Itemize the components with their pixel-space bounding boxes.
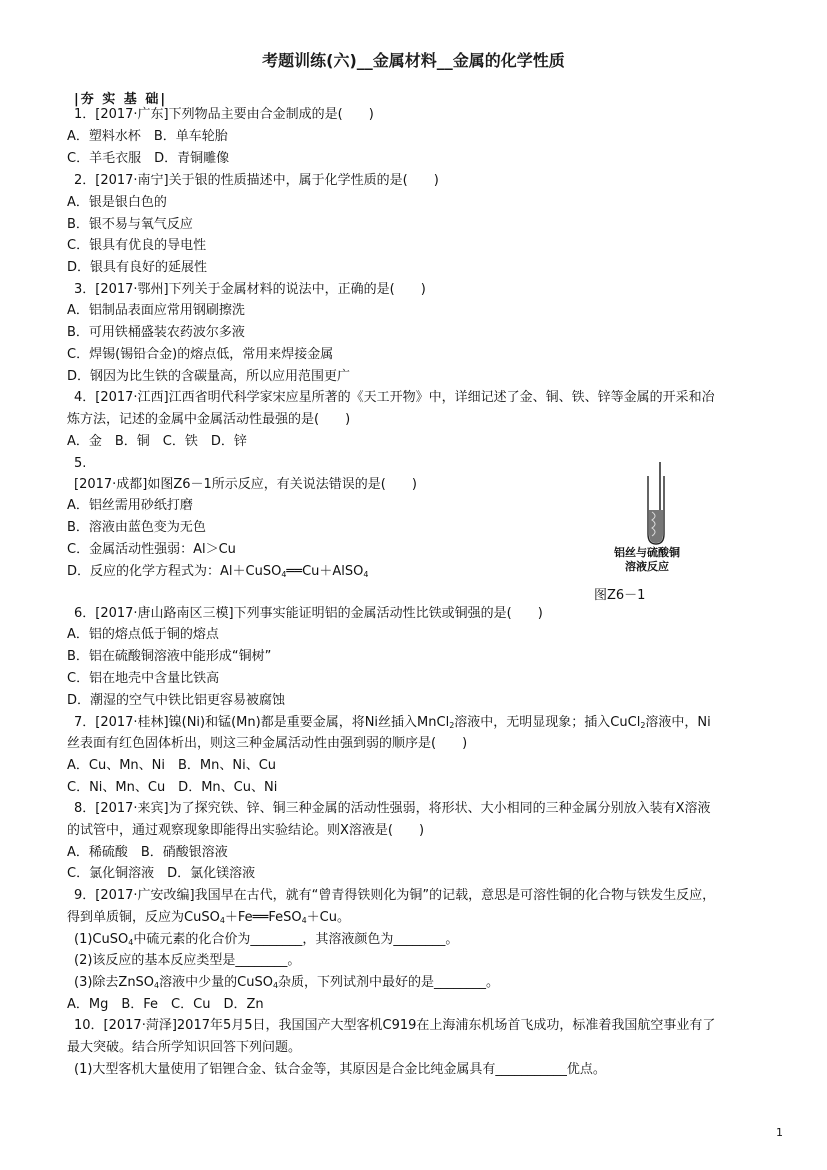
- test-tube-icon: [600, 458, 720, 548]
- question-5-number: 5.: [74, 456, 87, 471]
- question-9: 9．[2017·广安改编]我国早在古代，就有“曾青得铁则化为铜”的记载，意思是可溶性铜的化合物与铁发生反应，: [74, 888, 716, 903]
- question-1: 1．[2017·广东]下列物品主要由合金制成的是( ): [74, 107, 374, 122]
- q9-part-2: (2)该反应的基本反应类型是________。: [74, 953, 301, 968]
- page-number: 1: [776, 1126, 783, 1139]
- question-5: [2017·成都]如图Z6－1所示反应，有关说法错误的是( ): [74, 477, 417, 492]
- question-8-continued: 的试管中，通过观察现象即能得出实验结论。则X溶液是( ): [67, 823, 425, 838]
- q3-option-c: C．焊锡(锡铅合金)的熔点低，常用来焊接金属: [67, 347, 334, 362]
- q1-options-cd: C．羊毛衣服 D．青铜雕像: [67, 151, 230, 166]
- q3-option-b: B．可用铁桶盛装农药波尔多液: [67, 325, 245, 340]
- question-8: 8．[2017·来宾]为了探究铁、锌、铜三种金属的活动性强弱，将形状、大小相同的三种金属分别放入装有X溶液: [74, 801, 711, 816]
- q5-option-d: D．反应的化学方程式为：Al＋CuSO$_4$══Cu＋AlSO$_4$: [67, 564, 369, 579]
- question-4: 4．[2017·江西]江西省明代科学家宋应星所著的《天工开物》中，详细记述了金、铜、铁、锌等金属的开采和冶: [74, 390, 715, 405]
- q6-option-a: A．铝的熔点低于铜的熔点: [67, 627, 219, 642]
- question-2: 2．[2017·南宁]关于银的性质描述中，属于化学性质的是( ): [74, 173, 439, 188]
- figure-caption: 铝丝与硫酸铜 溶液反应: [614, 546, 680, 573]
- q5-option-a: A．铝丝需用砂纸打磨: [67, 498, 193, 513]
- q2-option-d: D．银具有良好的延展性: [67, 260, 208, 275]
- q9-part-3: (3)除去ZnSO$_4$溶液中少量的CuSO$_4$杂质，下列试剂中最好的是________。: [74, 975, 500, 990]
- question-6: 6．[2017·唐山路南区三模]下列事实能证明铝的金属活动性比铁或铜强的是( ): [74, 606, 543, 621]
- q3-option-a: A．铝制品表面应常用钢刷擦洗: [67, 303, 245, 318]
- q2-option-c: C．银具有优良的导电性: [67, 238, 207, 253]
- question-3: 3．[2017·鄂州]下列关于金属材料的说法中，正确的是( ): [74, 282, 426, 297]
- q2-option-a: A．银是银白色的: [67, 195, 167, 210]
- q6-option-d: D．潮湿的空气中铁比铝更容易被腐蚀: [67, 693, 286, 708]
- q4-options: A．金 B．铜 C．铁 D．锌: [67, 434, 247, 449]
- q6-option-c: C．铝在地壳中含量比铁高: [67, 671, 220, 686]
- question-7-continued: 丝表面有红色固体析出，则这三种金属活动性由强到弱的顺序是( ): [67, 736, 468, 751]
- question-9-continued: 得到单质铜，反应为CuSO$_4$＋Fe══FeSO$_4$＋Cu。: [67, 910, 350, 925]
- q1-options-ab: A．塑料水杯 B．单车轮胎: [67, 129, 228, 144]
- question-10: 10．[2017·菏泽]2017年5月5日，我国国产大型客机C919在上海浦东机场首飞成功，标准着我国航空事业有了: [74, 1018, 716, 1033]
- q8-options-ab: A．稀硫酸 B．硝酸银溶液: [67, 845, 228, 860]
- question-10-continued: 最大突破。结合所学知识回答下列问题。: [67, 1040, 302, 1055]
- question-4-continued: 炼方法，记述的金属中金属活动性最强的是( ): [67, 412, 351, 427]
- q9-part-1: (1)CuSO$_4$中硫元素的化合价为________，其溶液颜色为________。: [74, 932, 459, 947]
- q10-part-1: (1)大型客机大量使用了铝锂合金、钛合金等，其原因是合金比纯金属具有___________优点。: [74, 1062, 606, 1077]
- q6-option-b: B．铝在硫酸铜溶液中能形成“铜树”: [67, 649, 272, 664]
- page-title: 考题训练(六)__金属材料__金属的化学性质: [262, 51, 565, 70]
- figure-label: 图Z6－1: [594, 588, 646, 603]
- q5-option-c: C．金属活动性强弱：Al＞Cu: [67, 542, 236, 557]
- question-7: 7．[2017·桂林]镍(Ni)和锰(Mn)都是重要金属，将Ni丝插入MnCl$_2$溶液中，无明显现象；插入CuCl$_2$溶液中，Ni: [74, 715, 711, 730]
- q8-options-cd: C．氯化铜溶液 D．氯化镁溶液: [67, 866, 256, 881]
- section-heading: |夯 实 基 础|: [74, 92, 168, 107]
- q7-options-ab: A．Cu、Mn、Ni B．Mn、Ni、Cu: [67, 758, 277, 773]
- q7-options-cd: C．Ni、Mn、Cu D．Mn、Cu、Ni: [67, 780, 278, 795]
- q3-option-d: D．钢因为比生铁的含碳量高，所以应用范围更广: [67, 369, 351, 384]
- q5-option-b: B．溶液由蓝色变为无色: [67, 520, 206, 535]
- q2-option-b: B．银不易与氧气反应: [67, 217, 193, 232]
- q9-options: A．Mg B．Fe C．Cu D．Zn: [67, 997, 264, 1012]
